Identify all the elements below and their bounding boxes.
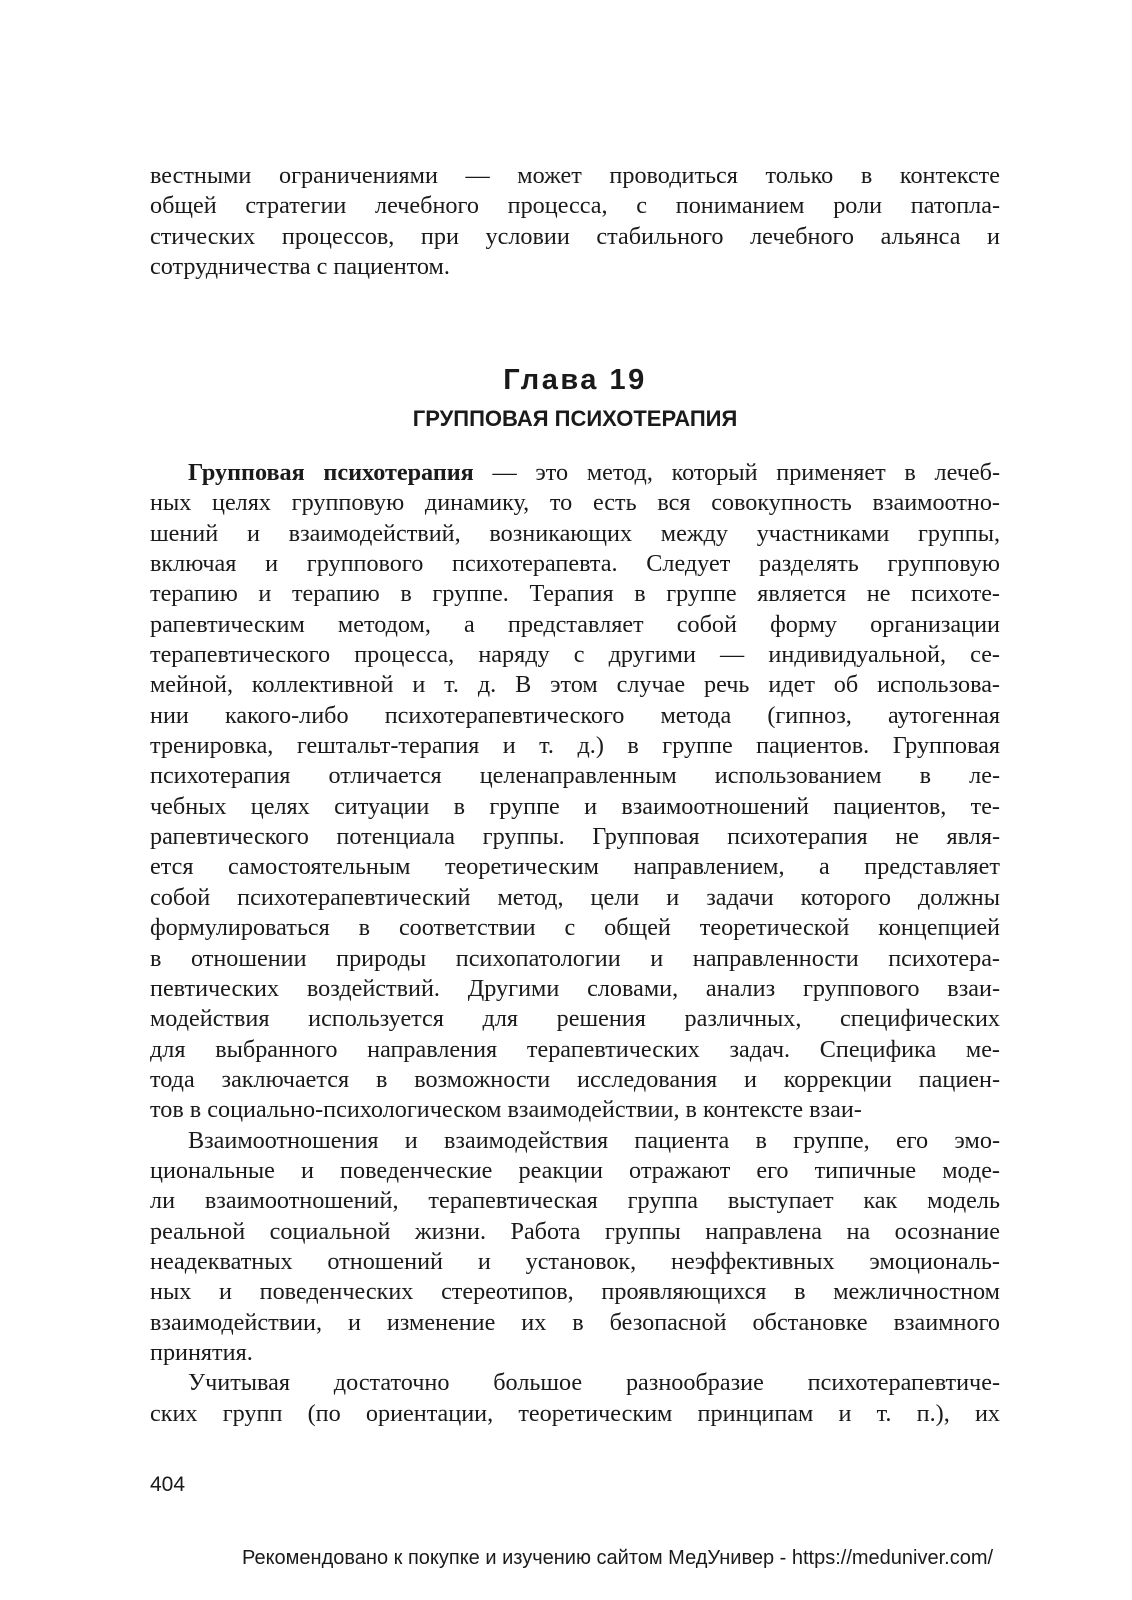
text-fragment: — это метод, который применяет в лечеб- [473, 459, 1000, 486]
text-line: реальной социальной жизни. Работа группы направлена на осознание [150, 1217, 1000, 1245]
text-line: общей стратегии лечебного процесса, с пониманием роли патопла- [150, 192, 1000, 220]
text-line: ется самостоятельным теоретическим направлением, а представляет [150, 853, 1000, 881]
text-line: ных целях групповую динамику, то есть вся совокупность взаимоотно- [150, 489, 1000, 517]
text-line: вестными ограничениями — может проводиться только в контексте [150, 162, 1000, 189]
text-line: ных и поведенческих стереотипов, проявляющихся в межличностном [150, 1278, 1000, 1306]
text-line: чебных целях ситуации в группе и взаимоотношений пациентов, те- [150, 792, 1000, 820]
text-line: для выбранного направления терапевтических задач. Специфика ме- [150, 1035, 1000, 1063]
text-line: циональные и поведенческие реакции отражают его типичные моде- [150, 1156, 1000, 1184]
text-line: певтических воздействий. Другими словами, анализ группового взаи- [150, 974, 1000, 1002]
text-line: формулироваться в соответствии с общей теоретической концепцией [150, 914, 1000, 942]
text-line: ли взаимоотношений, терапевтическая группа выступает как модель [150, 1187, 1000, 1215]
text-line: тренировка, гештальт-терапия и т. д.) в группе пациентов. Групповая [150, 732, 1000, 760]
text-line: включая и группового психотерапевта. Следует разделять групповую [150, 550, 1000, 578]
defined-term: Групповая психотерапия [188, 459, 474, 486]
page-number: 404 [150, 1473, 186, 1496]
text-line: тов в социально-психологическом взаимодействии, в контексте взаи- [150, 1096, 862, 1124]
text-line: рапевтического потенциала группы. Групповая психотерапия не явля- [150, 823, 1000, 851]
text-line: взаимодействии, и изменение их в безопасной обстановке взаимного [150, 1308, 1000, 1336]
chapter-title: ГРУППОВАЯ ПСИХОТЕРАПИЯ [412, 406, 738, 431]
text-line: неадекватных отношений и установок, неэффективных эмоциональ- [150, 1247, 1000, 1275]
text-line: тода заключается в возможности исследования и коррекции пациен- [150, 1065, 1000, 1093]
text-line [150, 458, 1000, 488]
text-line: принятия. [150, 1338, 253, 1366]
text-line: стических процессов, при условии стабильного лечебного альянса и [150, 222, 1000, 250]
text-line: психотерапия отличается целенаправленным использованием в ле- [150, 762, 1000, 790]
text-line: мейной, коллективной и т. д. В этом случае речь идет об использова- [150, 671, 1000, 699]
footer-note: Рекомендовано к покупке и изучению сайтом МедУнивер - https://meduniver.com/ [242, 1547, 994, 1569]
chapter-number: Глава 19 [503, 364, 647, 396]
text-line: собой психотерапевтический метод, цели и задачи которого должны [150, 883, 1000, 911]
text-line: модействия используется для решения различных, специфических [150, 1005, 1000, 1033]
text-line: в отношении природы психопатологии и направленности психотера- [150, 944, 1000, 972]
intro-paragraph [150, 161, 1000, 283]
text-line: терапию и терапию в группе. Терапия в группе является не психоте- [150, 580, 1000, 608]
text-line: рапевтическим методом, а представляет собой форму организации [150, 610, 1000, 638]
text-line: Учитывая достаточно большое разнообразие психотерапевтиче- [188, 1369, 1000, 1397]
text-line: сотрудничества с пациентом. [150, 253, 450, 281]
text-line: терапевтического процесса, наряду с другими — индивидуальной, се- [150, 641, 1000, 669]
text-line: шений и взаимодействий, возникающих между участниками группы, [150, 519, 1000, 547]
chapter-body [150, 458, 1000, 1429]
text-line: ских групп (по ориентации, теоретическим принципам и т. п.), их [150, 1399, 1000, 1427]
book-page [150, 0, 1000, 1600]
text-line: нии какого-либо психотерапевтического метода (гипноз, аутогенная [150, 701, 1000, 729]
text-line: Взаимоотношения и взаимодействия пациента в группе, его эмо- [188, 1126, 1000, 1154]
